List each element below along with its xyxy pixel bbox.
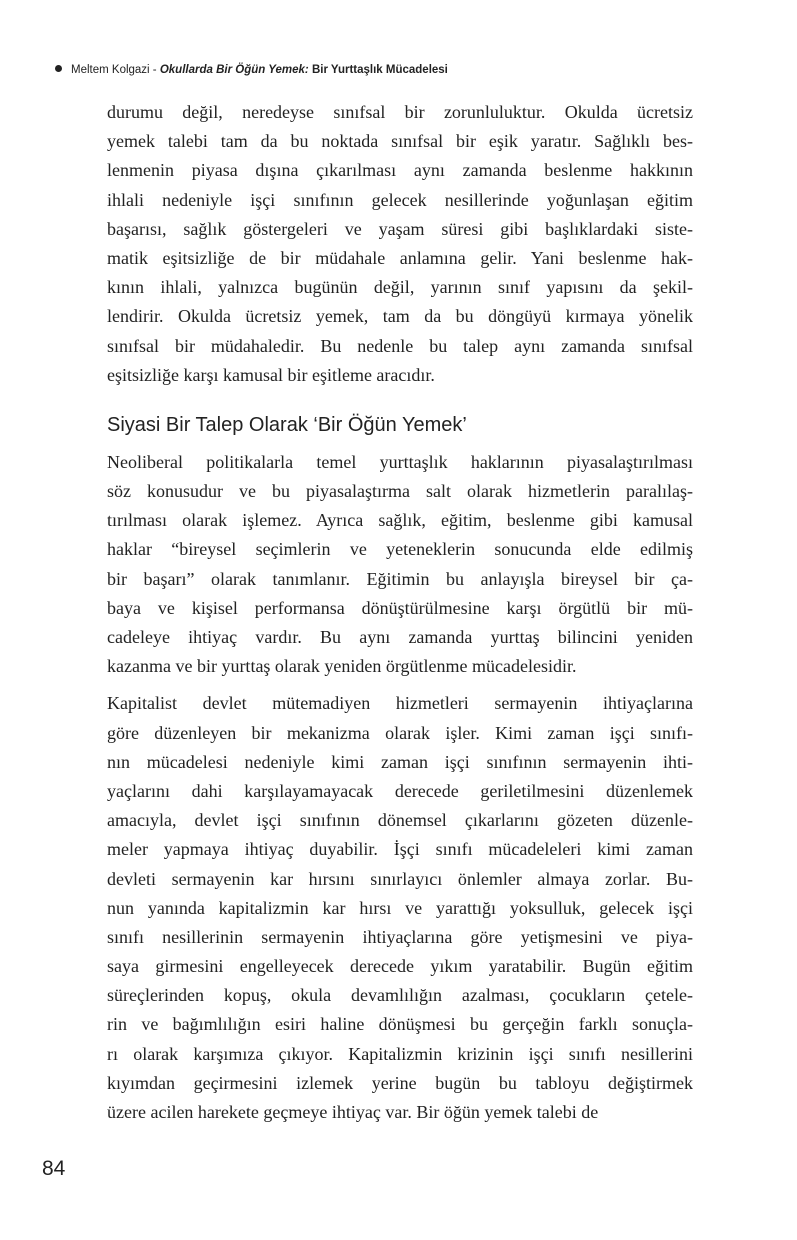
- text-line: sınıfı nesillerinin sermayenin ihtiyaçlarına göre yetişmesini ve piya-: [107, 926, 693, 947]
- page-number: 84: [42, 1157, 66, 1180]
- text-line: baya ve kişisel performansa dönüştürülmesine karşı örgütlü bir mü-: [107, 597, 693, 618]
- text-line: göre düzenleyen bir mekanizma olarak işler. Kimi zaman işçi sınıfı-: [107, 722, 693, 743]
- text-line: bir başarı” olarak tanımlanır. Eğitimin bu anlayışla bireysel bir ça-: [107, 568, 693, 589]
- paragraph-1: [107, 98, 693, 390]
- text-line: cadeleye ihtiyaç vardır. Bu aynı zamanda yurttaş bilincini yeniden: [107, 627, 693, 647]
- text-line: başarısı, sağlık göstergeleri ve yaşam süresi gibi başlıklardaki siste-: [107, 218, 693, 239]
- text-line: söz konusudur ve bu piyasalaştırma salt olarak hizmetlerin paralılaş-: [107, 481, 693, 502]
- text-line: matik eşitsizliğe de bir müdahale anlamına gelir. Yani beslenme hak-: [107, 247, 693, 268]
- text-line: meler yapmaya ihtiyaç duyabilir. İşçi sınıfı mücadeleleri kimi zaman: [107, 839, 693, 860]
- text-line: sınıfsal bir müdahaledir. Bu nedenle bu talep aynı zamanda sınıfsal: [107, 335, 693, 356]
- text-line: nın mücadelesi nedeniyle kimi zaman işçi sınıfının sermayenin ihti-: [107, 751, 693, 772]
- text-line: süreçlerinden kopuş, okula devamlılığın azalması, çocukların çetele-: [107, 985, 693, 1006]
- text-line: Neoliberal politikalarla temel yurttaşlık haklarının piyasalaştırılması: [107, 451, 693, 472]
- paragraph-3: [107, 689, 693, 1127]
- text-line: tırılması olarak işlemez. Ayrıca sağlık, eğitim, beslenme gibi kamusal: [107, 510, 693, 531]
- section-heading: Siyasi Bir Talep Olarak ‘Bir Öğün Yemek’: [107, 413, 467, 436]
- text-line: lenmenin piyasa dışına çıkarılması aynı zamanda beslenme hakkının: [107, 160, 693, 181]
- text-line: yemek talebi tam da bu noktada sınıfsal bir eşik yaratır. Sağlıklı bes-: [107, 131, 693, 152]
- text-line: üzere acilen harekete geçmeye ihtiyaç var. Bir öğün yemek talebi de: [107, 1102, 599, 1122]
- text-line: nun yanında kapitalizmin kar hırsı ve yarattığı yoksulluk, gelecek işçi: [107, 897, 693, 918]
- header-author: Meltem Kolgazi -: [71, 64, 160, 76]
- text-line: kıyımdan geçirmesini izlemek yerine bugün bu tabloyu değiştirmek: [107, 1072, 693, 1093]
- header-title-rest: Bir Yurttaşlık Mücadelesi: [308, 64, 448, 76]
- header-title-bold: Okullarda Bir Öğün Yemek:: [159, 64, 309, 76]
- text-line: durumu değil, neredeyse sınıfsal bir zorunluluktur. Okulda ücretsiz: [107, 102, 693, 122]
- bullet-icon: [55, 65, 62, 72]
- text-line: rı olarak karşımıza çıkıyor. Kapitalizmin krizinin işçi sınıfı nesillerini: [107, 1043, 693, 1064]
- text-line: eşitsizliğe karşı kamusal bir eşitleme aracıdır.: [107, 364, 435, 385]
- text-line: amacıyla, devlet işçi sınıfının dönemsel çıkarlarını gözeten düzenle-: [107, 810, 693, 831]
- page-body: [107, 98, 693, 1127]
- text-line: rin ve bağımlılığın esiri haline dönüşmesi bu gerçeğin farklı sonuçla-: [107, 1014, 693, 1035]
- paragraph-2: [107, 448, 693, 682]
- text-line: yaçlarını dahi karşılayamayacak derecede geriletilmesini düzenlemek: [107, 780, 693, 801]
- text-line: devleti sermayenin kar hırsını sınırlayıcı önlemler almaya zorlar. Bu-: [107, 868, 693, 889]
- text-line: kazanma ve bir yurttaş olarak yeniden örgütlenme mücadelesidir.: [107, 656, 577, 677]
- text-line: haklar “bireysel seçimlerin ve yeteneklerin sonucunda elde edilmiş: [107, 539, 693, 560]
- running-header: [55, 64, 448, 82]
- text-line: saya girmesini engelleyecek derecede yıkım yaratabilir. Bugün eğitim: [107, 956, 693, 977]
- text-line: kının ihlali, yalnızca bugünün değil, yarının sınıf yapısını da şekil-: [107, 277, 693, 298]
- text-line: ihlali nedeniyle işçi sınıfının gelecek nesillerinde yoğunlaşan eğitim: [107, 189, 693, 210]
- text-line: lendirir. Okulda ücretsiz yemek, tam da bu döngüyü kırmaya yönelik: [107, 306, 693, 327]
- text-line: Kapitalist devlet mütemadiyen hizmetleri sermayenin ihtiyaçlarına: [107, 693, 693, 714]
